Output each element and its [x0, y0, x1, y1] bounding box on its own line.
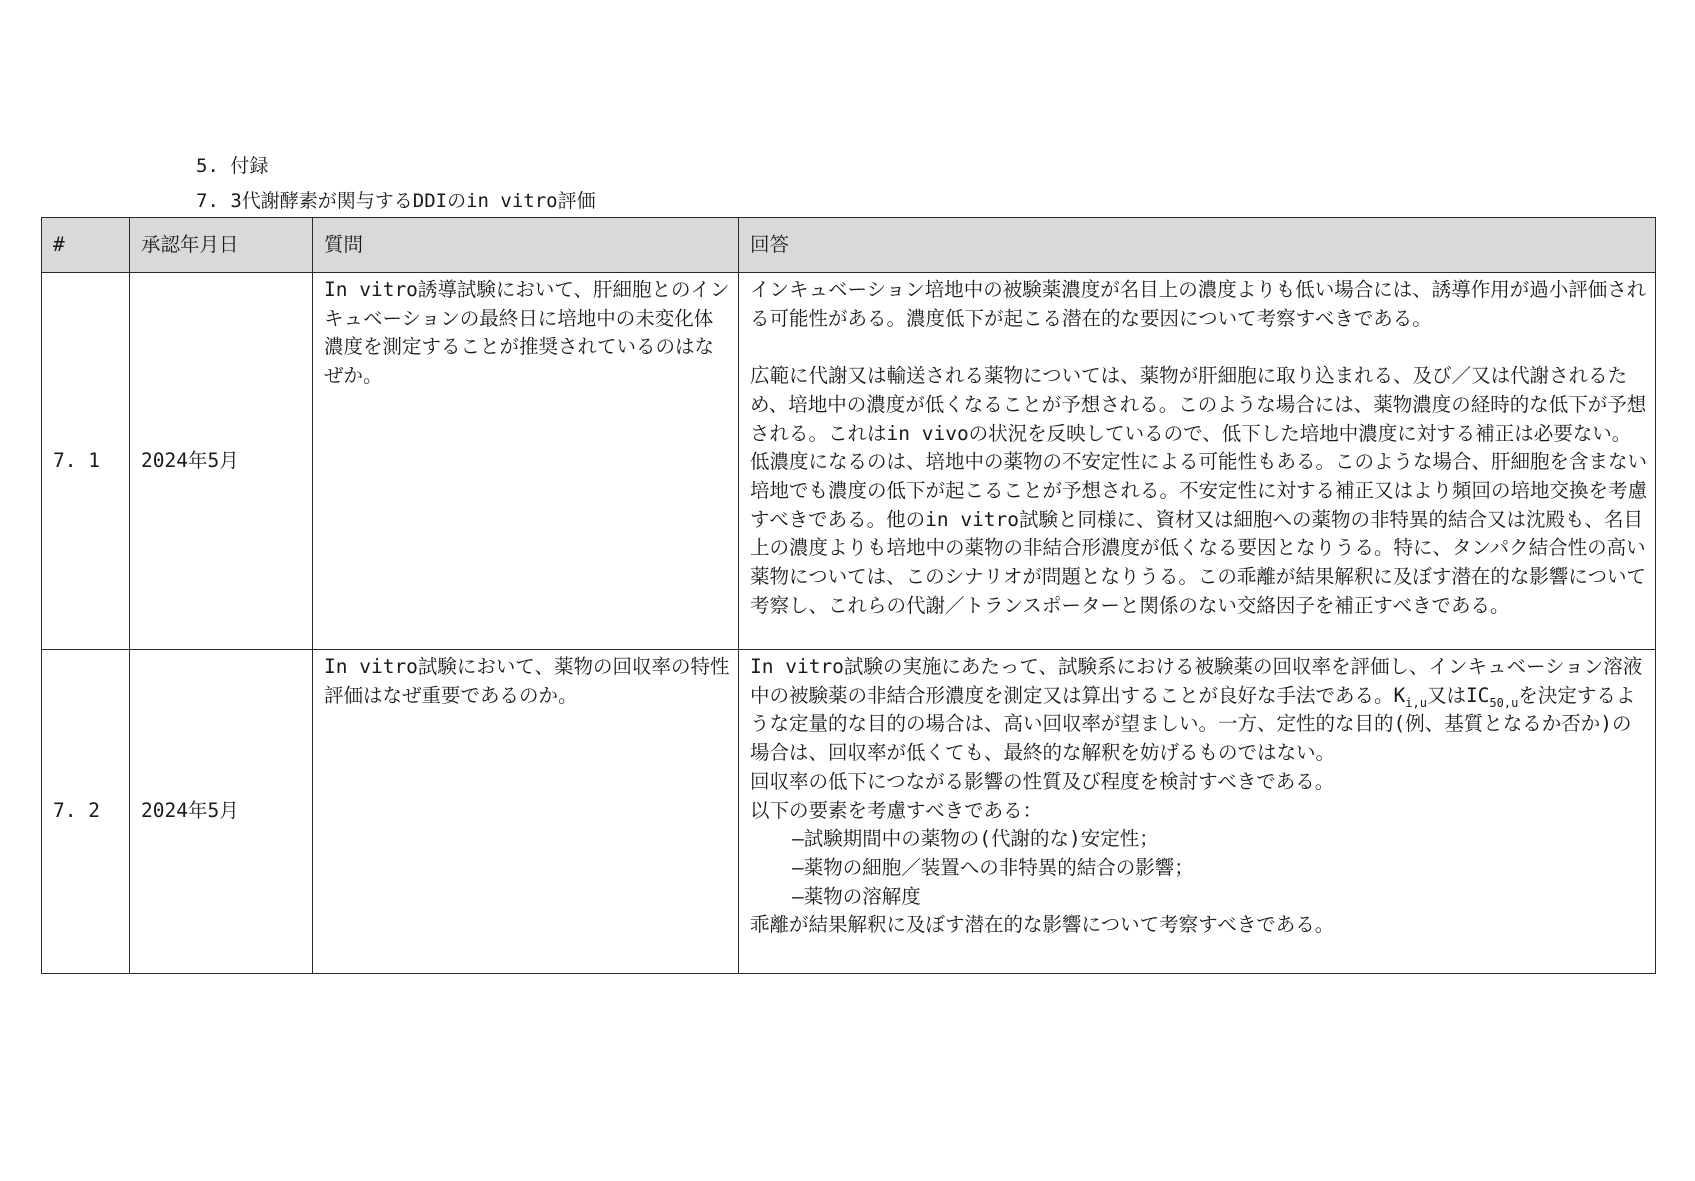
answer-text: 又はIC	[1426, 683, 1490, 707]
subsection-heading: 7. 3代謝酵素が関与するDDIのin vitro評価	[196, 190, 596, 212]
answer-line: 以下の要素を考慮すべきである：	[750, 798, 1043, 822]
row-date: 2024年5月	[130, 273, 313, 650]
factor-item: ―薬物の溶解度	[792, 884, 921, 908]
answer-text: In vitro試験の実施にあたって、試験系における被験薬の回収率を評価し、インキュベーション溶液中の被験薬の非結合形濃度を測定又は算出することが良好な手法である。K	[750, 655, 1643, 707]
table-row	[42, 273, 1656, 650]
column-header-question: 質問	[313, 218, 739, 273]
answer-text: を決定するような定量的な目的の場合は、高い回収率が望ましい。一方、定性的な目的(例、基質となるか否か)の場合は、回収率が低くても、最終的な解釈を妨げるものではない。	[750, 683, 1636, 765]
row-question: In vitro試験において、薬物の回収率の特性評価はなぜ重要であるのか。	[313, 650, 739, 974]
column-header-number: #	[42, 218, 130, 273]
factor-item: ―薬物の細胞／装置への非特異的結合の影響；	[792, 855, 1194, 879]
answer-line: 回収率の低下につながる影響の性質及び程度を検討すべきである。	[750, 769, 1335, 793]
ic50-subscript: 50,u	[1489, 695, 1519, 710]
row-number: 7. 2	[42, 650, 130, 974]
answer-paragraph: インキュベーション培地中の被験薬濃度が名目上の濃度よりも低い場合には、誘導作用が過小評価される可能性がある。濃度低下が起こる潜在的な要因について考察すべきである。	[750, 278, 1647, 330]
column-header-answer: 回答	[739, 218, 1656, 273]
answer-paragraph: 広範に代謝又は輸送される薬物については、薬物が肝細胞に取り込まれる、及び／又は代謝されるため、培地中の濃度が低くなることが予想される。このような場合には、薬物濃度の経時的な低下が予想される。これはin vivoの状況を反映しているので、低下した培地中濃度に対する補正は必要ない。低濃度になるのは、培地中の薬物の不安定性による可能性もある。このような場合、肝細胞を含まない培地でも濃度の低下が起こることが予想される。不安定性に対する補正又はより頻回の培地交換を考慮すべきである。他のin vitro試験と同様に、資材又は細胞への薬物の非特異的結合又は沈殿も、名目上の濃度よりも培地中の薬物の非結合形濃度が低くなる要因となりうる。特に、タンパク結合性の高い薬物については、このシナリオが問題となりうる。この乖離が結果解釈に及ぼす潜在的な影響について考察し、これらの代謝／トランスポーターと関係のない交絡因子を補正すべきである。	[750, 364, 1648, 617]
table-row	[42, 650, 1656, 974]
row-question: In vitro誘導試験において、肝細胞とのインキュベーションの最終日に培地中の未変化体濃度を測定することが推奨されているのはなぜか。	[313, 273, 739, 650]
section-heading: 5. 付録	[196, 155, 269, 177]
answer-paragraph	[750, 653, 1647, 768]
row-date: 2024年5月	[130, 650, 313, 974]
row-answer	[739, 273, 1656, 650]
row-answer	[739, 650, 1656, 974]
factor-item: ―試験期間中の薬物の(代謝的な)安定性；	[792, 827, 1159, 851]
answer-line: 乖離が結果解釈に及ぼす潜在的な影響について考察すべきである。	[750, 913, 1335, 937]
row-number: 7. 1	[42, 273, 130, 650]
ki-subscript: i,u	[1405, 695, 1427, 710]
faq-table	[41, 217, 1656, 974]
column-header-date: 承認年月日	[130, 218, 313, 273]
table-header-row	[42, 218, 1656, 273]
